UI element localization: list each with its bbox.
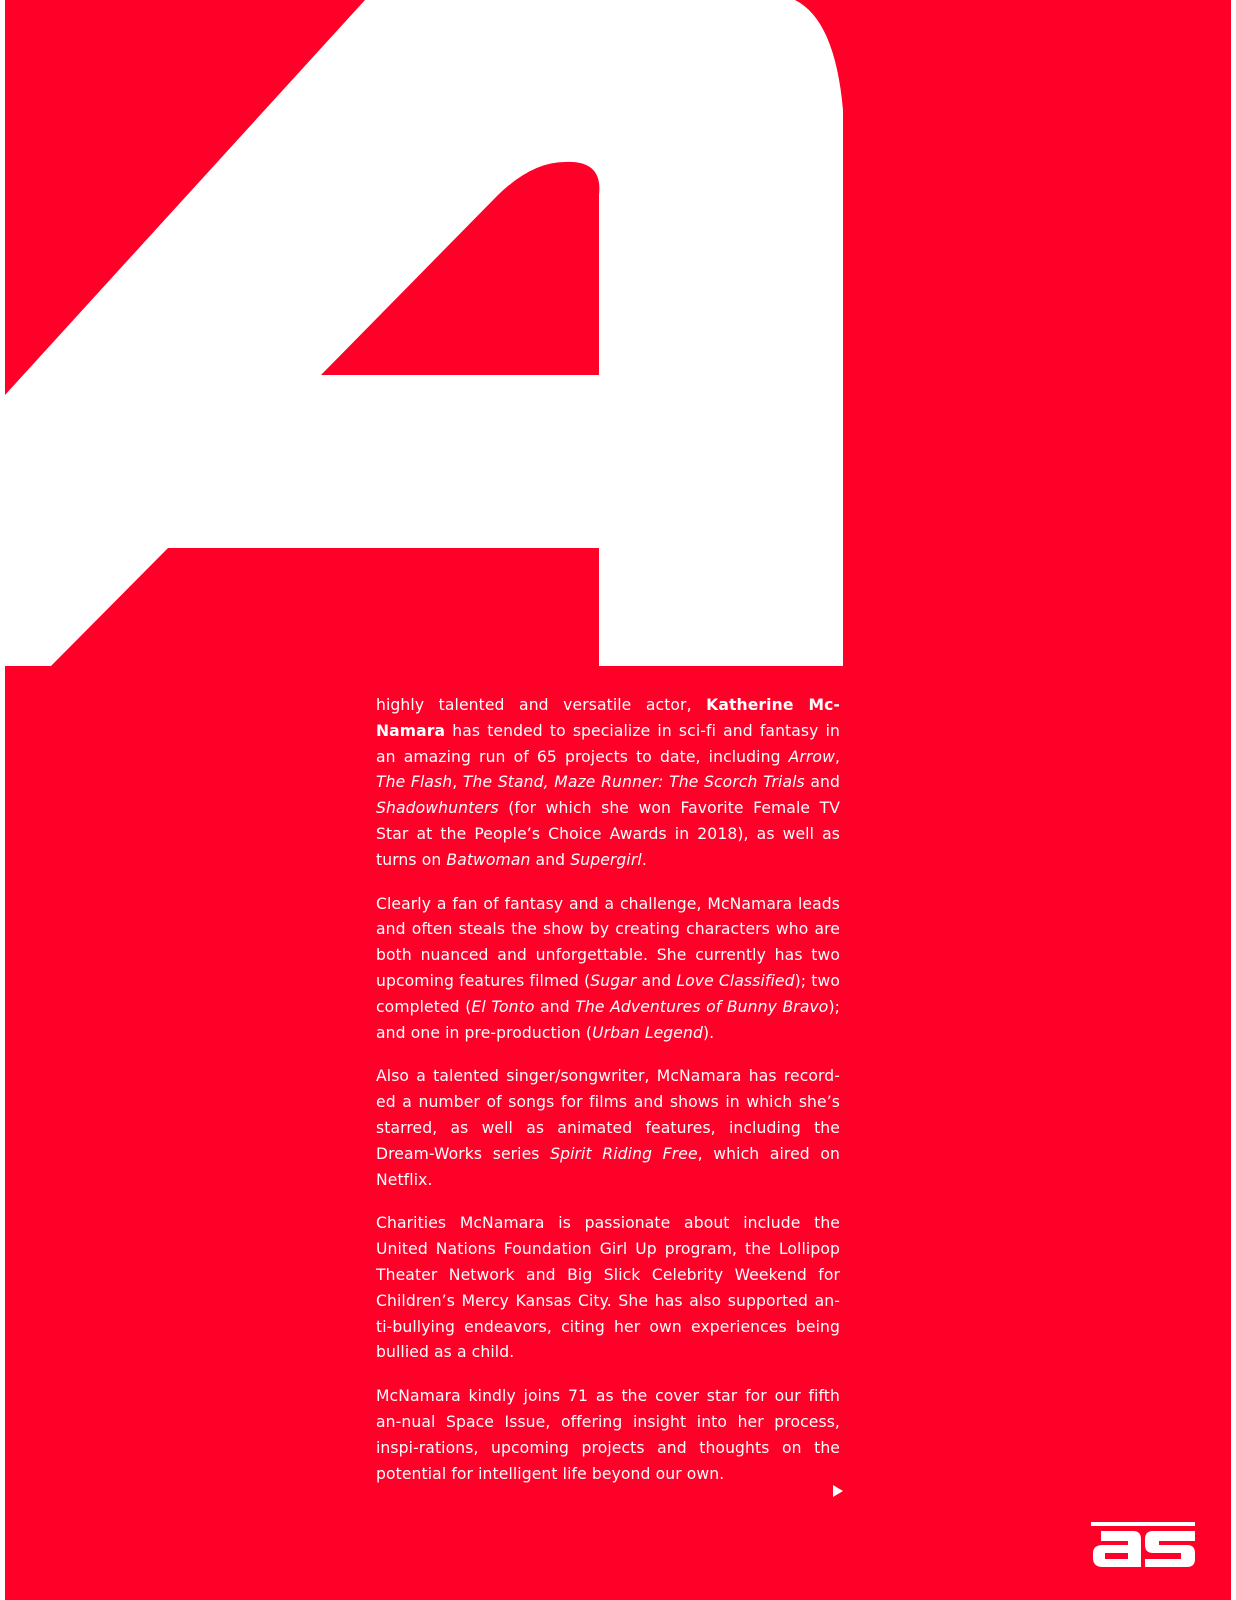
title-bunny-bravo: The Adventures of Bunny Bravo (575, 997, 829, 1016)
text-run: . (641, 850, 647, 869)
text-run: Clearly a fan of fantasy and a challenge, McNamara leads and often steals the show by creating characters who are both nuanced and unforgettable. She currently has two upcoming features filmed ( (376, 894, 840, 990)
text-run: , (452, 773, 463, 792)
magazine-page (5, 0, 1231, 1600)
title-urban-legend: Urban Legend (592, 1023, 703, 1042)
title-love-classified: Love Classified (676, 971, 795, 990)
text-run: Charities McNamara is passionate about include the United Nations Foundation Girl Up program, the Lollipop Theater Network and Big Slick Celebrity Weekend for Children’s Mercy Kansas City. She has also supported an-ti-bullying endeavors, citing her own experiences being bullied as a child. (376, 1214, 840, 1362)
paragraph-4 (376, 1211, 840, 1366)
title-sugar: Sugar (590, 971, 637, 990)
text-run: Also a talented singer/songwriter, McNamara has record-ed a number of songs for films and shows in which she’s starred, as well as animated features, including the Dream-Works series (376, 1067, 840, 1163)
text-run: and (804, 773, 840, 792)
title-supergirl: Supergirl (570, 850, 642, 869)
title-shadowhunters: Shadowhunters (376, 799, 499, 818)
title-batwoman: Batwoman (446, 850, 531, 869)
title-the-flash: The Flash (376, 773, 453, 792)
text-run: ); two completed ( (376, 971, 840, 1016)
drop-cap-letter-a (5, 0, 845, 670)
text-run: (for which she won Favorite Female TV Star at the People’s Choice Awards in 2018), as well as turns on (376, 799, 840, 869)
title-arrow: Arrow (788, 747, 835, 766)
article-body (376, 693, 840, 1505)
paragraph-5 (376, 1384, 840, 1487)
text-run: and (636, 971, 677, 990)
title-el-tonto: El Tonto (471, 997, 535, 1016)
paragraph-1 (376, 693, 840, 874)
text-run: ); and one in pre-production ( (376, 997, 840, 1042)
text-run: and (530, 850, 571, 869)
text-run: , which aired on Netflix. (376, 1144, 841, 1189)
paragraph-2 (376, 892, 840, 1047)
title-the-stand-maze-runner: The Stand, Maze Runner: The Scorch Trials (462, 773, 805, 792)
title-spirit-riding-free: Spirit Riding Free (550, 1144, 698, 1163)
text-run: ). (702, 1023, 715, 1042)
text-run: has tended to specialize in sci-fi and fantasy in an amazing run of 65 projects to date, including (376, 721, 840, 766)
play-arrow-icon (833, 1485, 843, 1497)
paragraph-3 (376, 1064, 840, 1193)
text-run: highly talented and versatile actor, (376, 696, 707, 714)
text-run: McNamara kindly joins 71 as the cover star for our fifth an-nual Space Issue, offering insight into her process, inspi-rations, upcoming projects and thoughts on the potential for intelligent life beyond our own. (376, 1387, 840, 1483)
text-run: and (534, 997, 576, 1016)
actor-name: Katherine Mc-Namara (376, 696, 840, 740)
text-run: , (834, 747, 840, 766)
page-number (1091, 1522, 1195, 1568)
